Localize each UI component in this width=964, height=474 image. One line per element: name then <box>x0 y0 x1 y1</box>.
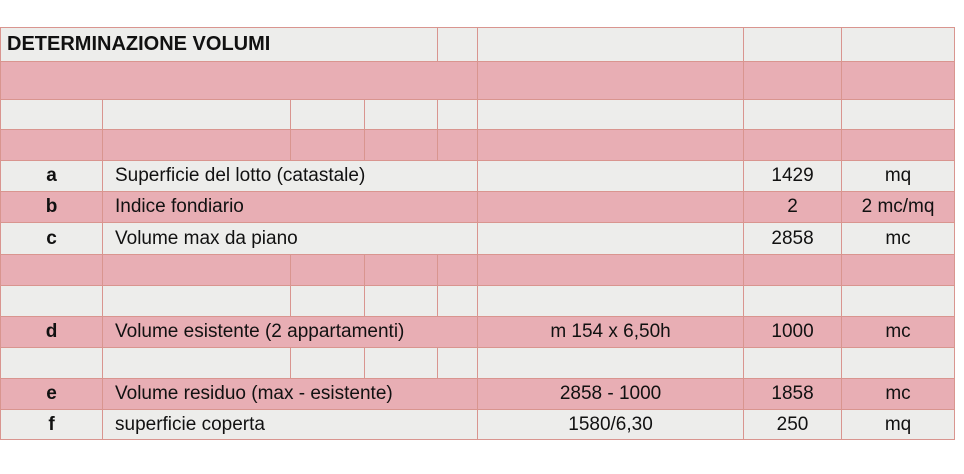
spacer-row <box>1 286 955 317</box>
grid-cell <box>744 100 842 130</box>
grid-cell <box>478 28 744 62</box>
row-unit: mc <box>842 223 955 255</box>
grid-cell <box>291 100 365 130</box>
grid-cell <box>744 348 842 379</box>
grid-cell <box>1 255 103 286</box>
grid-cell <box>438 286 478 317</box>
grid-cell <box>1 100 103 130</box>
row-calc <box>478 223 744 255</box>
grid-cell <box>842 255 955 286</box>
row-calc <box>478 161 744 192</box>
row-description: Volume max da piano <box>103 223 478 255</box>
volume-table-sheet <box>0 22 964 442</box>
spacer-row <box>1 255 955 286</box>
grid-cell <box>1 348 103 379</box>
row-description: Volume esistente (2 appartamenti) <box>103 317 478 348</box>
grid-cell <box>438 100 478 130</box>
row-description: superficie coperta <box>103 410 478 440</box>
grid-cell <box>103 130 291 161</box>
grid-cell <box>744 255 842 286</box>
row-unit: mq <box>842 410 955 440</box>
table-row <box>1 223 955 255</box>
table-row <box>1 161 955 192</box>
grid-cell <box>842 286 955 317</box>
grid-cell <box>842 130 955 161</box>
grid-cell <box>842 348 955 379</box>
row-letter: c <box>1 223 103 255</box>
grid-cell <box>365 286 438 317</box>
grid-cell <box>103 255 291 286</box>
title-row <box>1 28 955 62</box>
grid-cell <box>478 348 744 379</box>
grid-cell <box>438 28 478 62</box>
grid-cell <box>842 28 955 62</box>
row-calc: m 154 x 6,50h <box>478 317 744 348</box>
grid-cell <box>103 286 291 317</box>
grid-cell <box>478 100 744 130</box>
table-row <box>1 410 955 440</box>
table-row <box>1 317 955 348</box>
grid-cell <box>365 255 438 286</box>
grid-cell <box>438 130 478 161</box>
row-letter: f <box>1 410 103 440</box>
row-description: Indice fondiario <box>103 192 478 223</box>
row-unit: 2 mc/mq <box>842 192 955 223</box>
row-letter: e <box>1 379 103 410</box>
grid-cell <box>478 62 744 100</box>
row-unit: mc <box>842 379 955 410</box>
grid-cell <box>103 348 291 379</box>
grid-cell <box>103 100 291 130</box>
grid-cell <box>291 348 365 379</box>
grid-cell <box>842 100 955 130</box>
grid-cell <box>1 286 103 317</box>
grid-cell <box>478 130 744 161</box>
spacer-row <box>1 100 955 130</box>
grid-cell <box>842 62 955 100</box>
grid-cell <box>365 348 438 379</box>
table-row <box>1 192 955 223</box>
grid-cell <box>291 130 365 161</box>
spacer-row <box>1 62 955 100</box>
grid-cell <box>478 255 744 286</box>
row-value: 1429 <box>744 161 842 192</box>
row-letter: d <box>1 317 103 348</box>
grid-cell <box>744 286 842 317</box>
grid-cell <box>291 255 365 286</box>
row-letter: a <box>1 161 103 192</box>
grid-cell <box>744 28 842 62</box>
row-unit: mc <box>842 317 955 348</box>
table-title: DETERMINAZIONE VOLUMI <box>1 28 438 62</box>
table-row <box>1 379 955 410</box>
grid-cell <box>438 348 478 379</box>
grid-cell <box>365 130 438 161</box>
spacer-row <box>1 130 955 161</box>
row-description: Superficie del lotto (catastale) <box>103 161 478 192</box>
row-value: 1000 <box>744 317 842 348</box>
row-unit: mq <box>842 161 955 192</box>
row-value: 1858 <box>744 379 842 410</box>
grid-cell <box>1 62 478 100</box>
grid-cell <box>438 255 478 286</box>
row-value: 250 <box>744 410 842 440</box>
row-letter: b <box>1 192 103 223</box>
grid-cell <box>744 62 842 100</box>
grid-cell <box>291 286 365 317</box>
row-description: Volume residuo (max - esistente) <box>103 379 478 410</box>
spacer-row <box>1 348 955 379</box>
row-calc: 2858 - 1000 <box>478 379 744 410</box>
grid-cell <box>744 130 842 161</box>
grid-cell <box>1 130 103 161</box>
row-value: 2 <box>744 192 842 223</box>
row-calc: 1580/6,30 <box>478 410 744 440</box>
grid-cell <box>365 100 438 130</box>
grid-cell <box>478 286 744 317</box>
row-value: 2858 <box>744 223 842 255</box>
row-calc <box>478 192 744 223</box>
volume-table <box>0 27 955 440</box>
